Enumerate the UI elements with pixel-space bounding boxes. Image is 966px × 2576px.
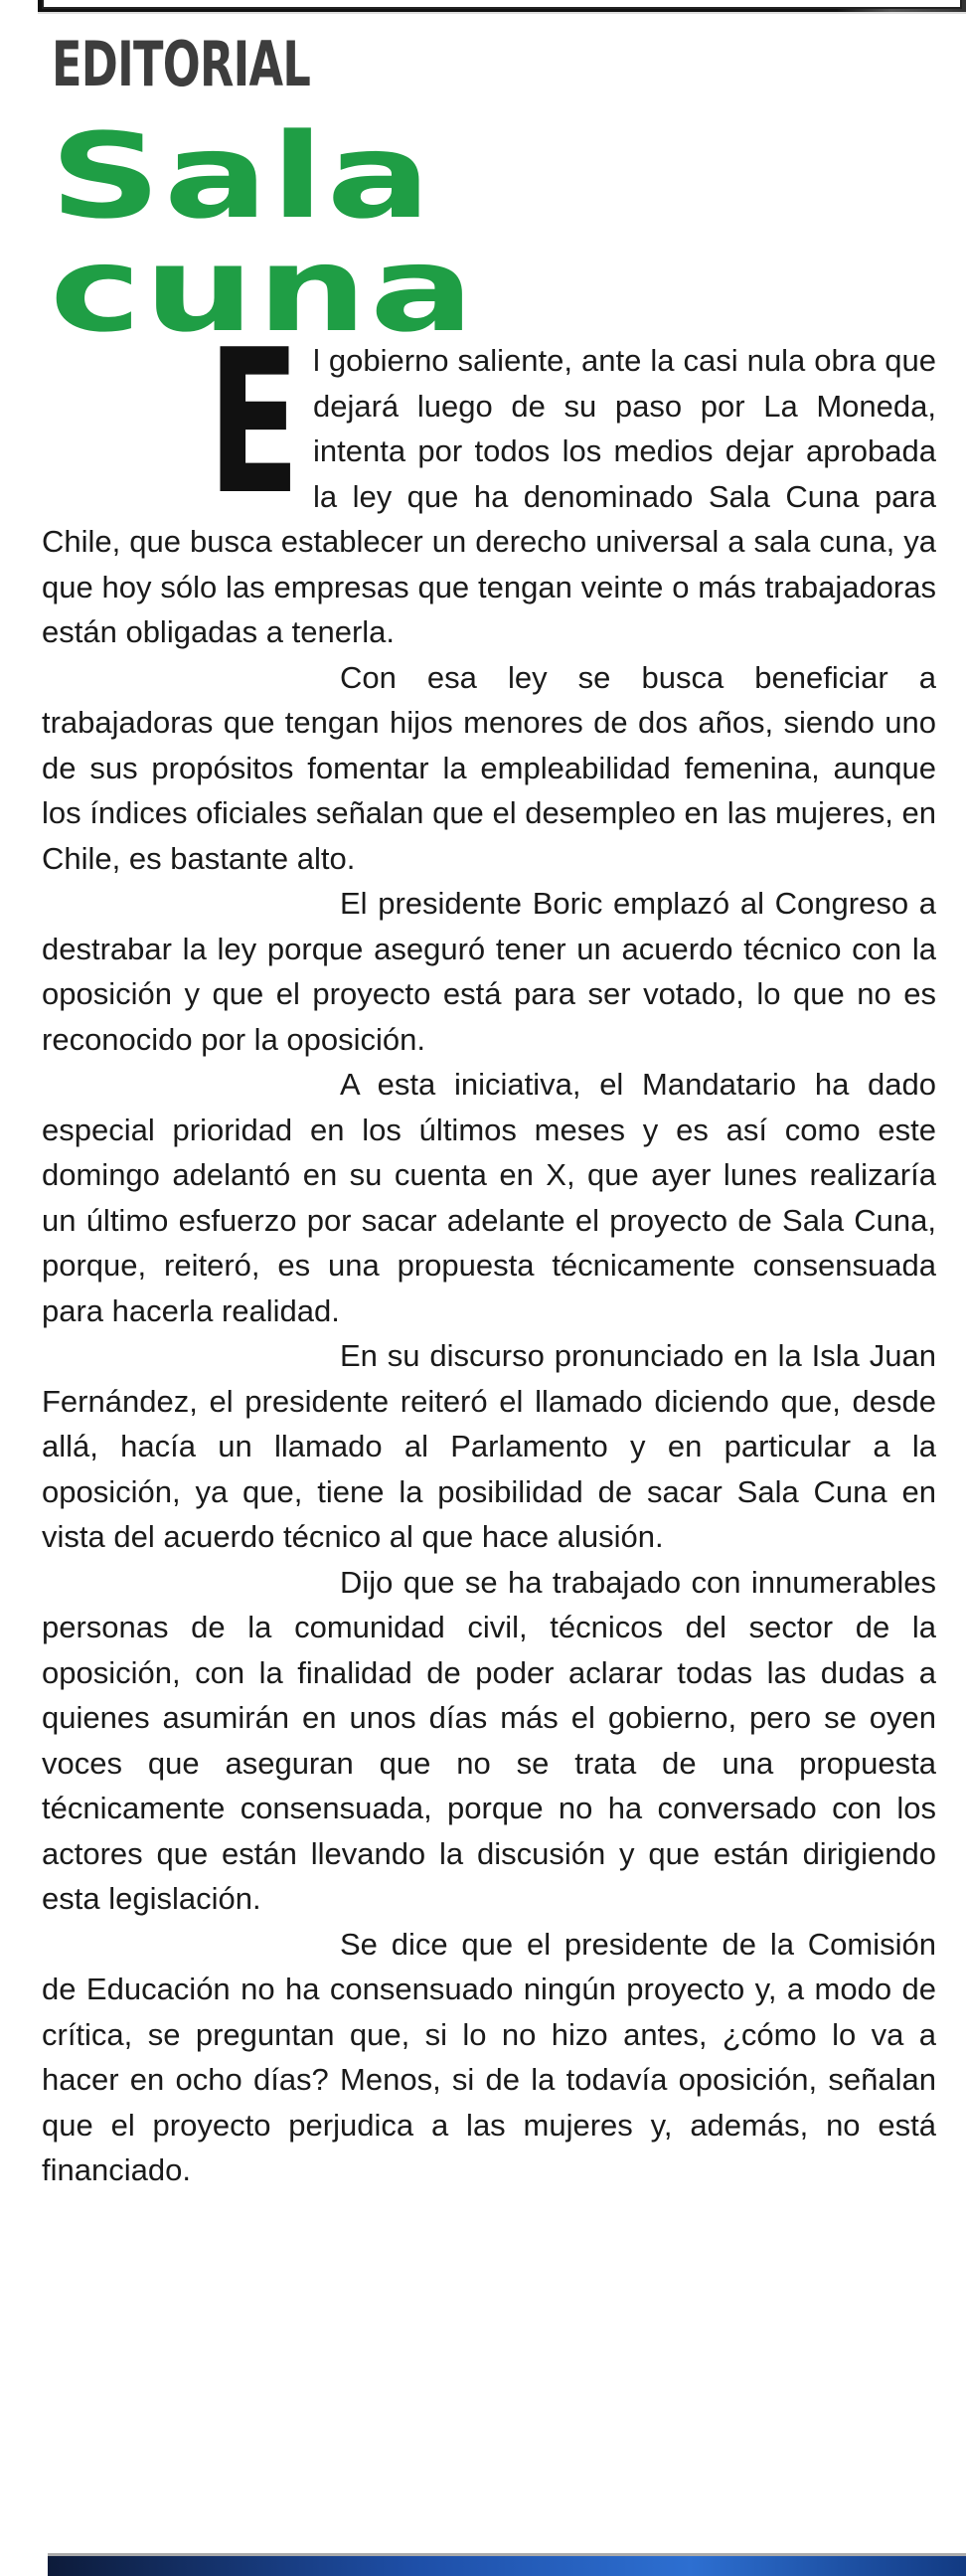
section-kicker: EDITORIAL — [52, 28, 311, 100]
article-paragraph-1: l gobierno saliente, ante la casi nula obra que dejará luego de su paso por La Moneda, intenta por todos los medios dejar aprobada la ley que ha denominado Sala Cuna para Chile, que busca establecer un derecho universal a sala cuna, ya que hoy sólo las empresas que tengan veinte o más trabajadoras están obligadas a tenerla. — [42, 343, 936, 649]
top-border-inner — [42, 0, 962, 9]
headline-line-2: cuna — [50, 221, 477, 358]
article-body — [42, 307, 936, 2193]
article-paragraph-7: Se dice que el presidente de la Comisión de Educación no ha consensuado ningún proyecto y, a modo de crítica, se preguntan que, si lo no hizo antes, ¿cómo lo va a hacer en ocho días? Menos, si de la todavía oposición, señalan que el proyecto perjudica a las mujeres y, además, no está financiado. — [42, 1926, 936, 2187]
drop-cap: E — [208, 307, 300, 539]
article-paragraph-6: Dijo que se ha trabajado con innumerables personas de la comunidad civil, técnicos del sector de la oposición, con la finalidad de poder aclarar todas las dudas a quienes asumirán en unos días más el gobierno, pero se oyen voces que aseguran que no se trata de una propuesta técnicamente consensuada, porque no ha conversado con los actores que están llevando la discusión y que están dirigiendo esta legislación. — [42, 1564, 936, 1916]
top-border-rule — [38, 0, 966, 14]
article-paragraph-5: En su discurso pronunciado en la Isla Juan Fernández, el presidente reiteró el llamado diciendo que, desde allá, hacía un llamado al Parlamento y en particular a la oposición, ya que, tiene la posibilidad de sacar Sala Cuna en vista del acuerdo técnico al que hace alusión. — [42, 1338, 936, 1554]
article-paragraph-2: Con esa ley se busca beneficiar a trabajadoras que tengan hijos menores de dos años, siendo uno de sus propósitos fomentar la empleabilidad femenina, aunque los índices oficiales señalan que el desempleo en las mujeres, en Chile, es bastante alto. — [42, 659, 936, 876]
article-paragraph-3: El presidente Boric emplazó al Congreso a destrabar la ley porque aseguró tener un acuerdo técnico con la oposición y que el proyecto está para ser votado, lo que no es reconocido por la oposición. — [42, 886, 936, 1057]
headline-line-1: Sala — [50, 107, 434, 245]
article-paragraph-4: A esta iniciativa, el Mandatario ha dado especial prioridad en los últimos meses y es así como este domingo adelantó en su cuenta en X, que ayer lunes realizaría un último esfuerzo por sacar adelante el proyecto de Sala Cuna, porque, reiteró, es una propuesta técnicamente consensuada para hacerla realidad. — [42, 1067, 936, 1328]
